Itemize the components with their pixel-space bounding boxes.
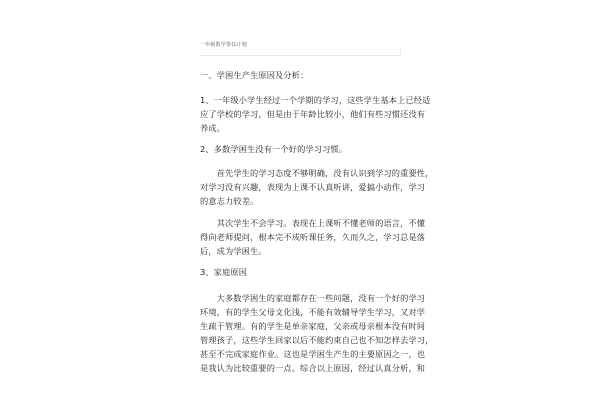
text-line: 生疏于管理。有的学生是单亲家庭，父亲或母亲根本没有时间	[200, 321, 426, 331]
text-line: 1、一年级小学生经过一个学期的学习，这些学生基本上已经适	[200, 95, 431, 105]
section-heading	[200, 68, 405, 82]
paragraph	[200, 265, 405, 279]
paragraph	[200, 142, 405, 156]
paragraph	[200, 166, 434, 208]
text-line: 3、家庭原因	[200, 267, 248, 277]
document-page	[193, 0, 434, 400]
document-header: 一年级数学帮扶计划	[200, 42, 247, 48]
text-line: 养成。	[200, 123, 226, 133]
text-line: 2、多数学困生没有一个好的学习习惯。	[200, 144, 348, 154]
text-line: 环境，有的学生父母文化浅，不能有效辅导学生学习，又对学	[200, 307, 426, 317]
text-line: 是我认为比较重要的一点。综合以上原因，经过认真分析，和	[200, 363, 426, 373]
text-line: 首先学生的学习态度不够明确，没有认识到学习的重要性，	[200, 168, 434, 178]
text-line: 后，成为学困生。	[200, 246, 267, 256]
text-line: 一、学困生产生原因及分析：	[200, 70, 309, 80]
paragraph	[200, 291, 434, 375]
text-line: 大多数学困生的家庭都存在一些问题，没有一个好的学习	[200, 293, 426, 303]
paragraph	[200, 216, 426, 258]
text-line: 应了学校的学习，但是由于年龄比较小，他们有些习惯还没有	[200, 109, 426, 119]
text-line: 甚至不完成家庭作业。这也是学困生产生的主要原因之一，也	[200, 349, 426, 359]
text-line: 管理孩子，这些学生回家以后不能约束自己也不知怎样去学习，	[200, 335, 434, 345]
text-line: 其次学生不会学习。表现在上课听不懂老师的语言，不懂	[200, 218, 426, 228]
text-line: 对学习没有兴趣，表现为上课不认真听讲，爱搞小动作，学习	[200, 182, 426, 192]
paragraph	[200, 93, 431, 135]
text-line: 得向老师提问，根本完不成听课任务，久而久之，学习总是落	[200, 232, 426, 242]
text-line: 的意志力较差。	[200, 196, 259, 206]
header-divider	[200, 55, 401, 56]
